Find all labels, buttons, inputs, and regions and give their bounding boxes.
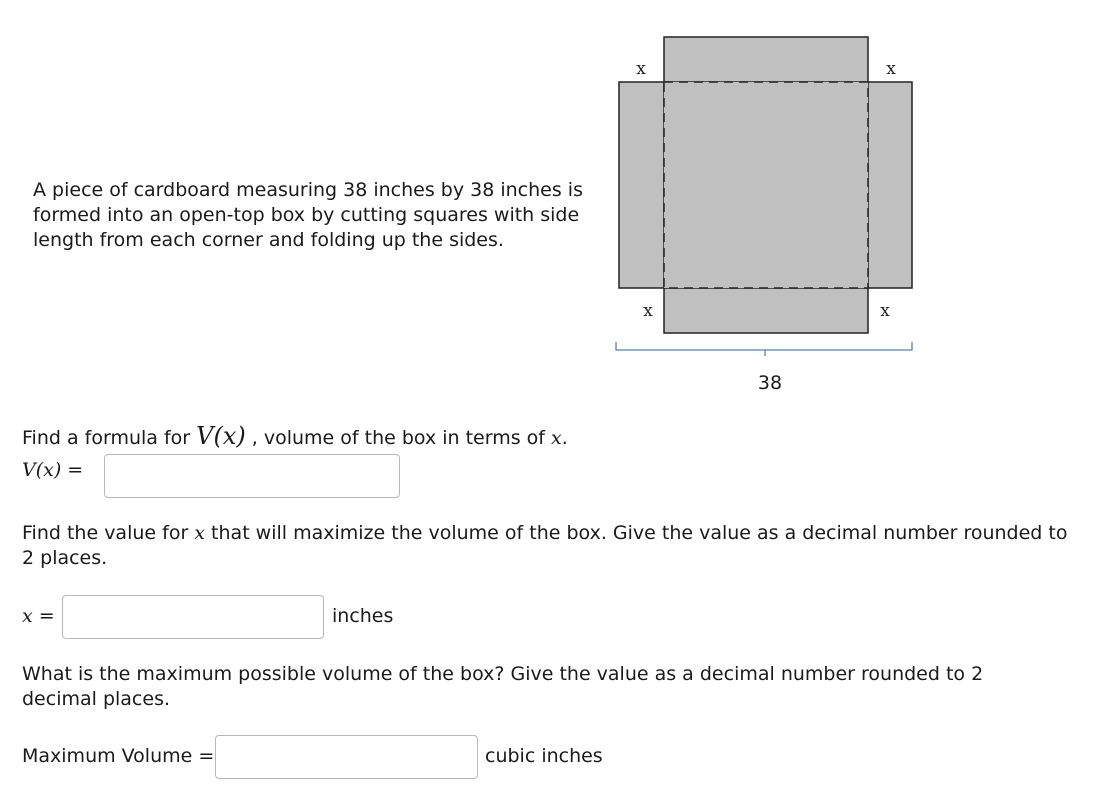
corner-label-top-left: x xyxy=(636,59,646,79)
x-input-label: x = xyxy=(22,605,55,627)
x-unit-label: inches xyxy=(332,605,394,627)
question-3-text: What is the maximum possible volume of the box? Give the value as a decimal number rounded to 2 decimal places. xyxy=(22,663,984,710)
corner-label-top-right: x xyxy=(886,59,896,79)
variable-symbol: x xyxy=(194,522,206,544)
dimension-brace xyxy=(616,342,912,356)
max-volume-label: Maximum Volume = xyxy=(22,745,215,767)
dimension-label: 38 xyxy=(757,372,783,394)
bottom-flap xyxy=(664,288,868,333)
volume-unit-label: cubic inches xyxy=(485,745,603,767)
max-volume-input[interactable] xyxy=(215,735,478,779)
right-flap xyxy=(868,82,912,288)
question-1-text: Find a formula for V(x) , volume of the box in terms of x. xyxy=(22,422,568,450)
corner-label-bottom-left: x xyxy=(643,301,653,321)
top-flap xyxy=(664,37,868,82)
corner-label-bottom-right: x xyxy=(880,301,890,321)
formula-input[interactable] xyxy=(104,454,400,498)
problem-statement: A piece of cardboard measuring 38 inches by 38 inches is formed into an open-top box by cutting squares with side length from each corner and folding up the sides. xyxy=(33,179,583,251)
x-value-input[interactable] xyxy=(62,595,324,639)
left-flap xyxy=(619,82,664,288)
function-symbol: V(x) xyxy=(196,422,246,450)
formula-input-label: V(x) = xyxy=(22,459,84,481)
variable-symbol: x xyxy=(551,427,562,449)
question-2-text: Find the value for x that will maximize the volume of the box. Give the value as a decimal number rounded to 2 places. xyxy=(22,522,1068,569)
box-base xyxy=(664,82,868,288)
cardboard-diagram xyxy=(0,0,1102,400)
